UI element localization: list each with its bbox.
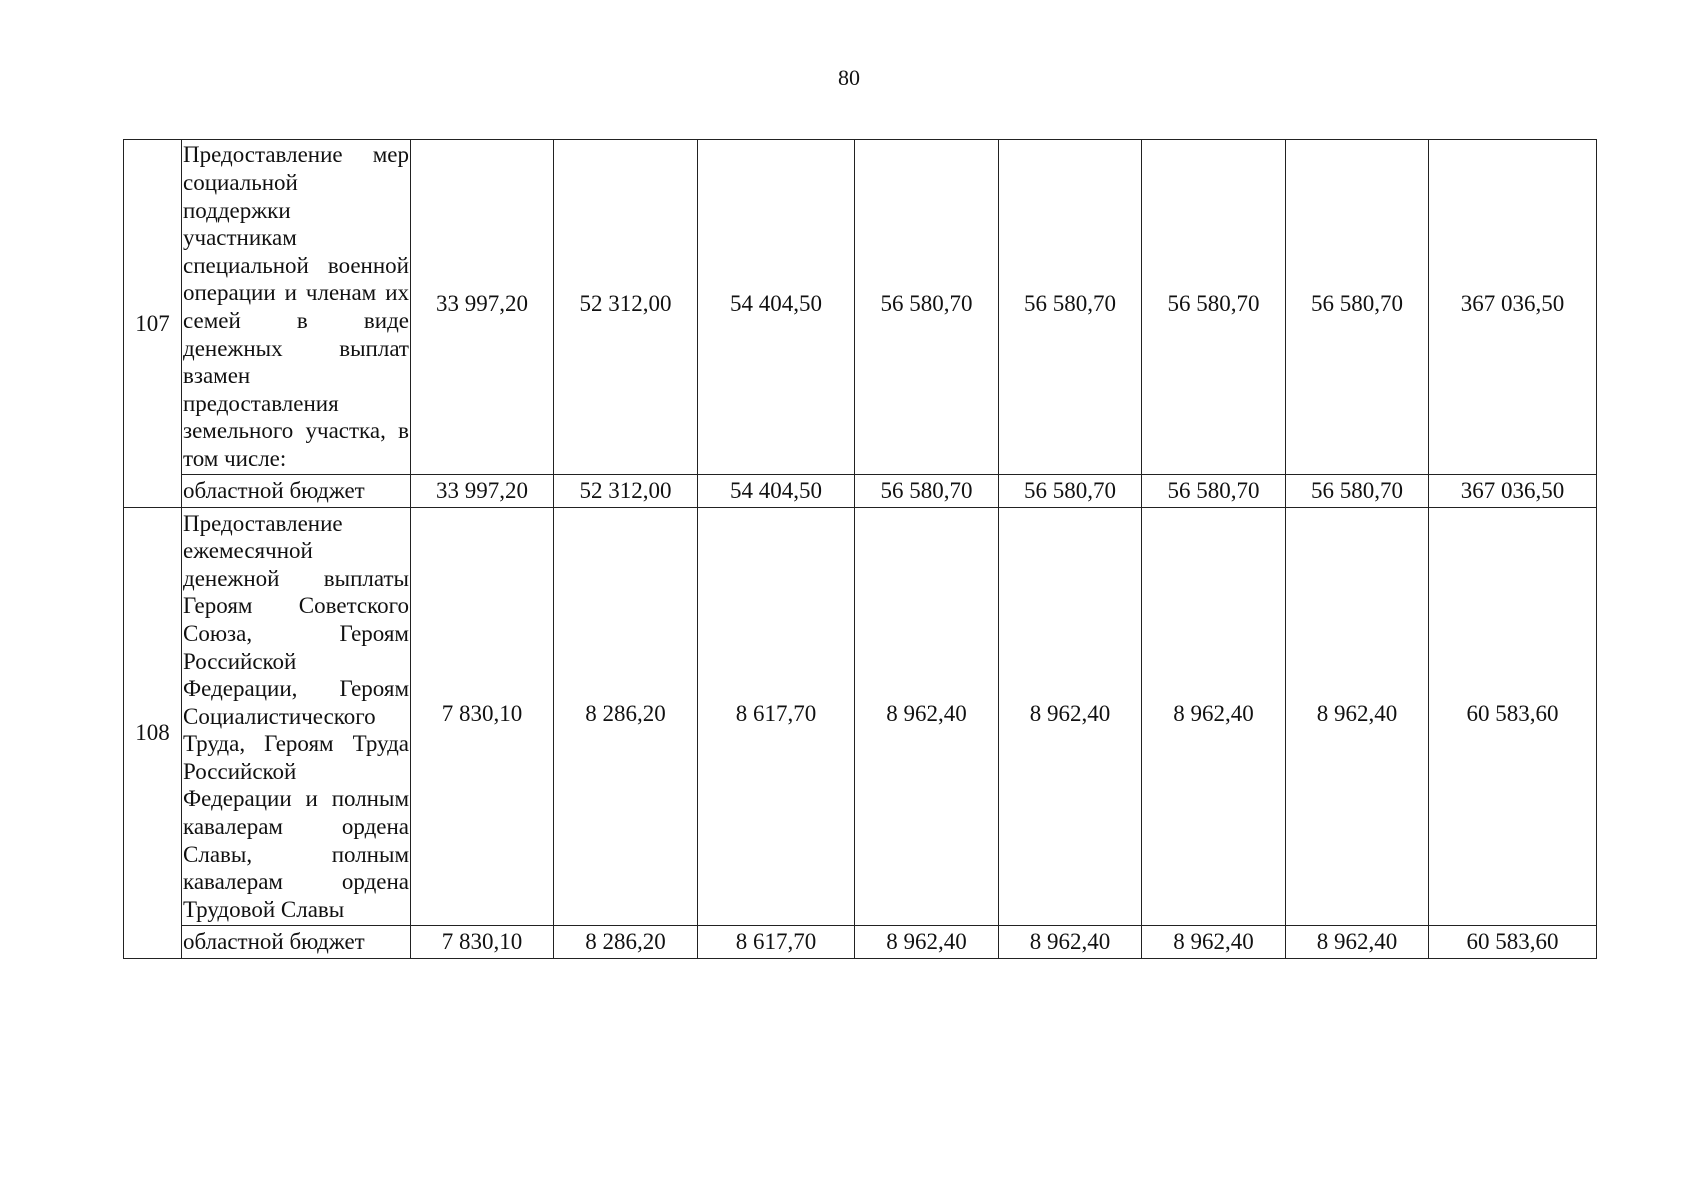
amount-cell: 33 997,20	[411, 475, 554, 508]
total-cell: 367 036,50	[1429, 140, 1597, 475]
amount-cell: 56 580,70	[855, 475, 999, 508]
amount-cell: 33 997,20	[411, 140, 554, 475]
amount-cell: 8 962,40	[855, 926, 999, 959]
amount-cell: 7 830,10	[411, 926, 554, 959]
description-cell	[182, 140, 411, 475]
description-text: Предоставление мер социальной поддержки участникам специальной военной операции и членам их семей в виде денежных выплат взамен предоставления земельного участка, в том числе:	[183, 142, 409, 471]
amount-cell: 8 286,20	[554, 508, 698, 926]
amount-cell: 56 580,70	[1142, 140, 1286, 475]
amount-cell: 52 312,00	[554, 140, 698, 475]
amount-cell: 8 962,40	[1286, 508, 1429, 926]
amount-cell: 56 580,70	[1286, 475, 1429, 508]
amount-cell: 8 962,40	[999, 926, 1142, 959]
description-text: Предоставление ежемесячной денежной выплаты Героям Советского Союза, Героям Российской Федерации, Героям Социалистического Труда, Героям Труда Российской Федерации и полным кавалерам ордена Славы, полным кавалерам ордена Трудовой Славы	[183, 510, 409, 922]
amount-cell: 8 962,40	[1142, 926, 1286, 959]
table-row	[124, 140, 1597, 475]
amount-cell: 8 962,40	[1286, 926, 1429, 959]
total-cell: 60 583,60	[1429, 926, 1597, 959]
amount-cell: 8 962,40	[1142, 508, 1286, 926]
amount-cell: 7 830,10	[411, 508, 554, 926]
total-cell: 60 583,60	[1429, 508, 1597, 926]
description-cell	[182, 508, 411, 926]
budget-label-cell: областной бюджет	[182, 926, 411, 959]
amount-cell: 56 580,70	[855, 140, 999, 475]
page-number: 80	[838, 65, 860, 90]
amount-cell: 8 617,70	[698, 508, 855, 926]
table-row	[124, 508, 1597, 926]
total-cell: 367 036,50	[1429, 475, 1597, 508]
table-subrow	[124, 926, 1597, 959]
amount-cell: 56 580,70	[999, 140, 1142, 475]
amount-cell: 8 286,20	[554, 926, 698, 959]
amount-cell: 56 580,70	[1142, 475, 1286, 508]
row-number-cell: 108	[124, 508, 182, 959]
amount-cell: 52 312,00	[554, 475, 698, 508]
table-subrow	[124, 475, 1597, 508]
budget-table	[123, 139, 1597, 959]
amount-cell: 56 580,70	[999, 475, 1142, 508]
amount-cell: 54 404,50	[698, 140, 855, 475]
budget-label-cell: областной бюджет	[182, 475, 411, 508]
amount-cell: 8 962,40	[855, 508, 999, 926]
amount-cell: 56 580,70	[1286, 140, 1429, 475]
amount-cell: 54 404,50	[698, 475, 855, 508]
row-number-cell: 107	[124, 140, 182, 508]
amount-cell: 8 962,40	[999, 508, 1142, 926]
amount-cell: 8 617,70	[698, 926, 855, 959]
